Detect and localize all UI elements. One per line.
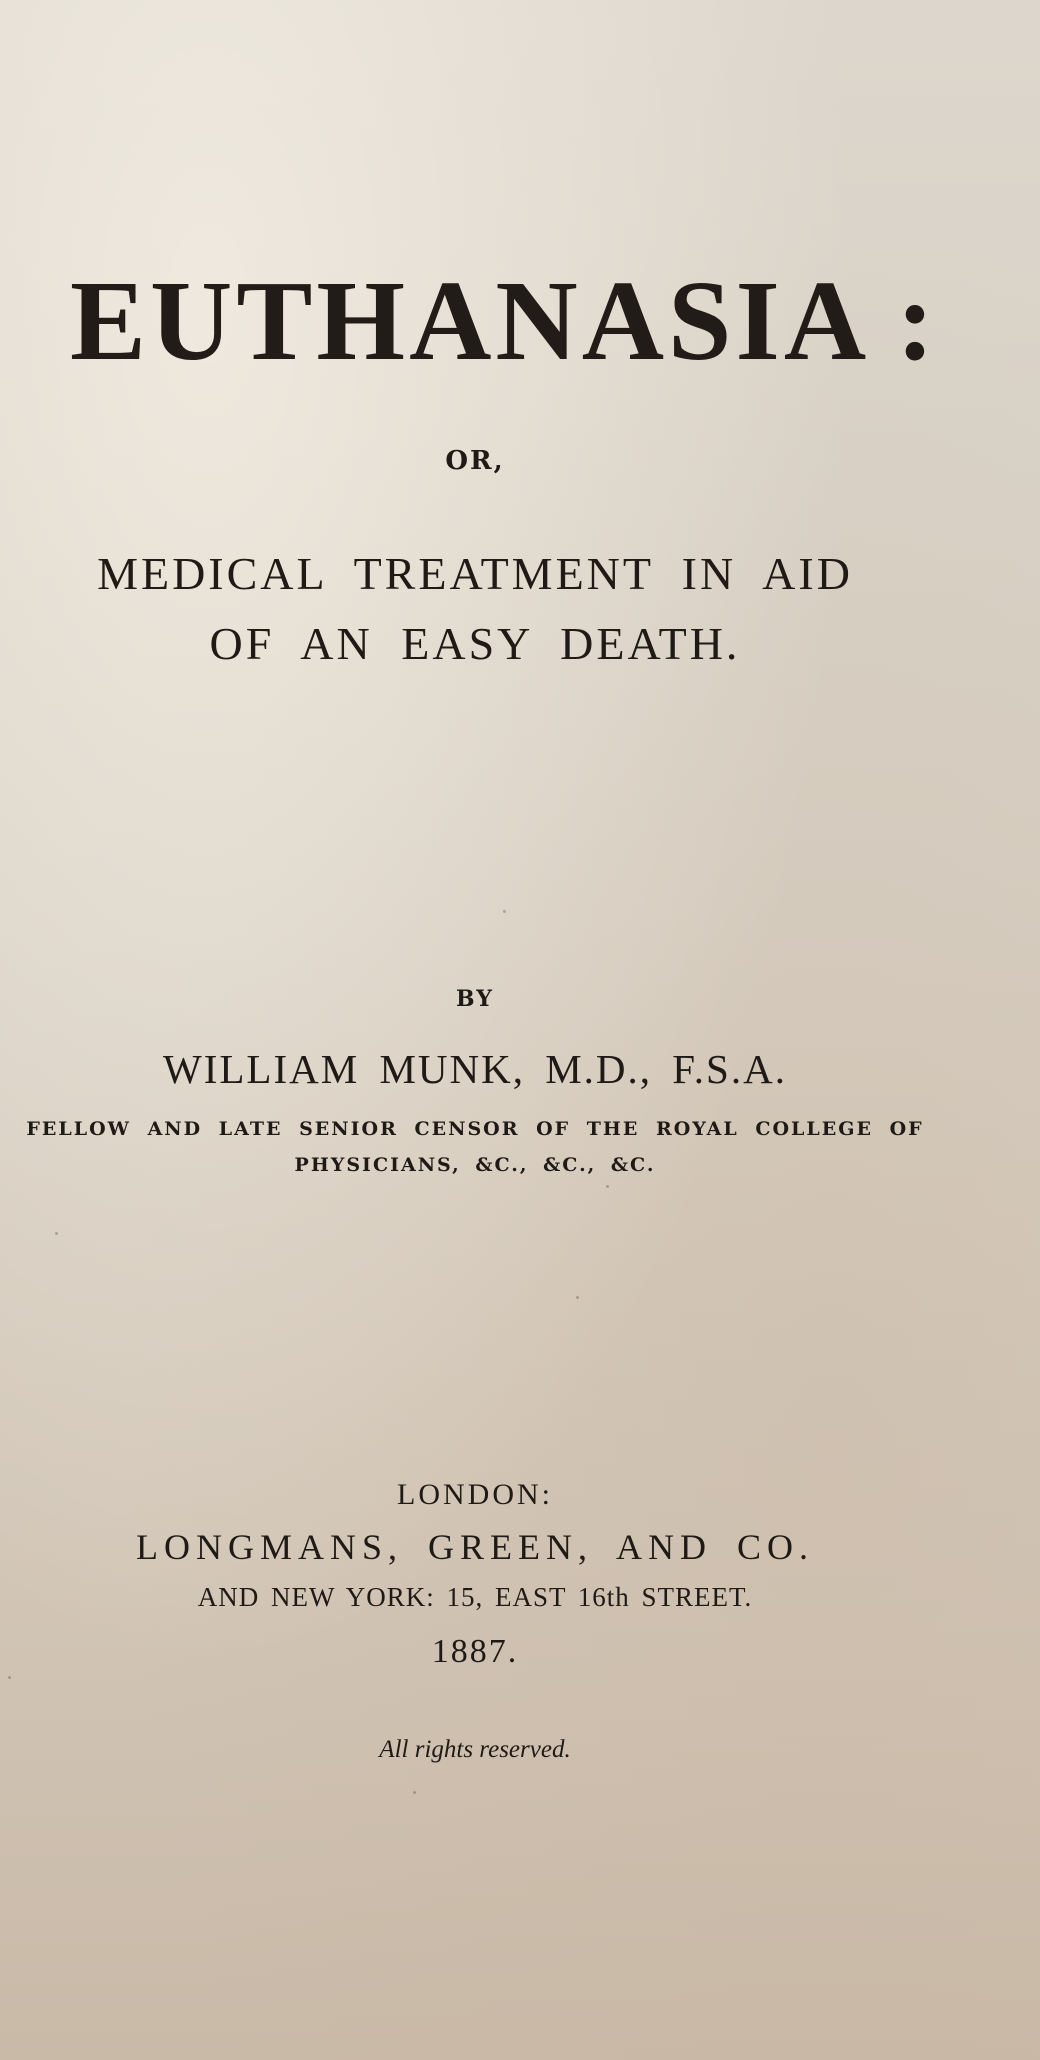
title-connector: OR, [445, 446, 505, 476]
author-name: WILLIAM MUNK, M.D., F.S.A. [163, 1046, 787, 1092]
paper-speck [413, 1791, 416, 1794]
publisher-address: AND NEW YORK: 15, EAST 16th STREET. [197, 1582, 753, 1612]
publisher-name: LONGMANS, GREEN, AND CO. [135, 1527, 815, 1567]
paper-speck [8, 1676, 11, 1679]
subtitle-line-2: OF AN EASY DEATH. [209, 618, 741, 669]
paper-speck [576, 1296, 579, 1299]
book-title: EUTHANASIA : [70, 257, 939, 384]
paper-speck [55, 1232, 58, 1235]
subtitle-line-1: MEDICAL TREATMENT IN AID [97, 548, 853, 599]
author-credentials-line-1: FELLOW AND LATE SENIOR CENSOR OF THE ROYAL COLLEGE OF [26, 1118, 924, 1140]
by-line: BY [456, 986, 494, 1012]
publication-city: LONDON: [397, 1478, 553, 1511]
rights-notice: All rights reserved. [379, 1736, 571, 1763]
publication-year: 1887. [431, 1633, 519, 1670]
paper-speck [503, 910, 506, 913]
author-credentials-line-2: PHYSICIANS, &C., &C., &C. [294, 1154, 656, 1176]
paper-speck [606, 1185, 609, 1188]
